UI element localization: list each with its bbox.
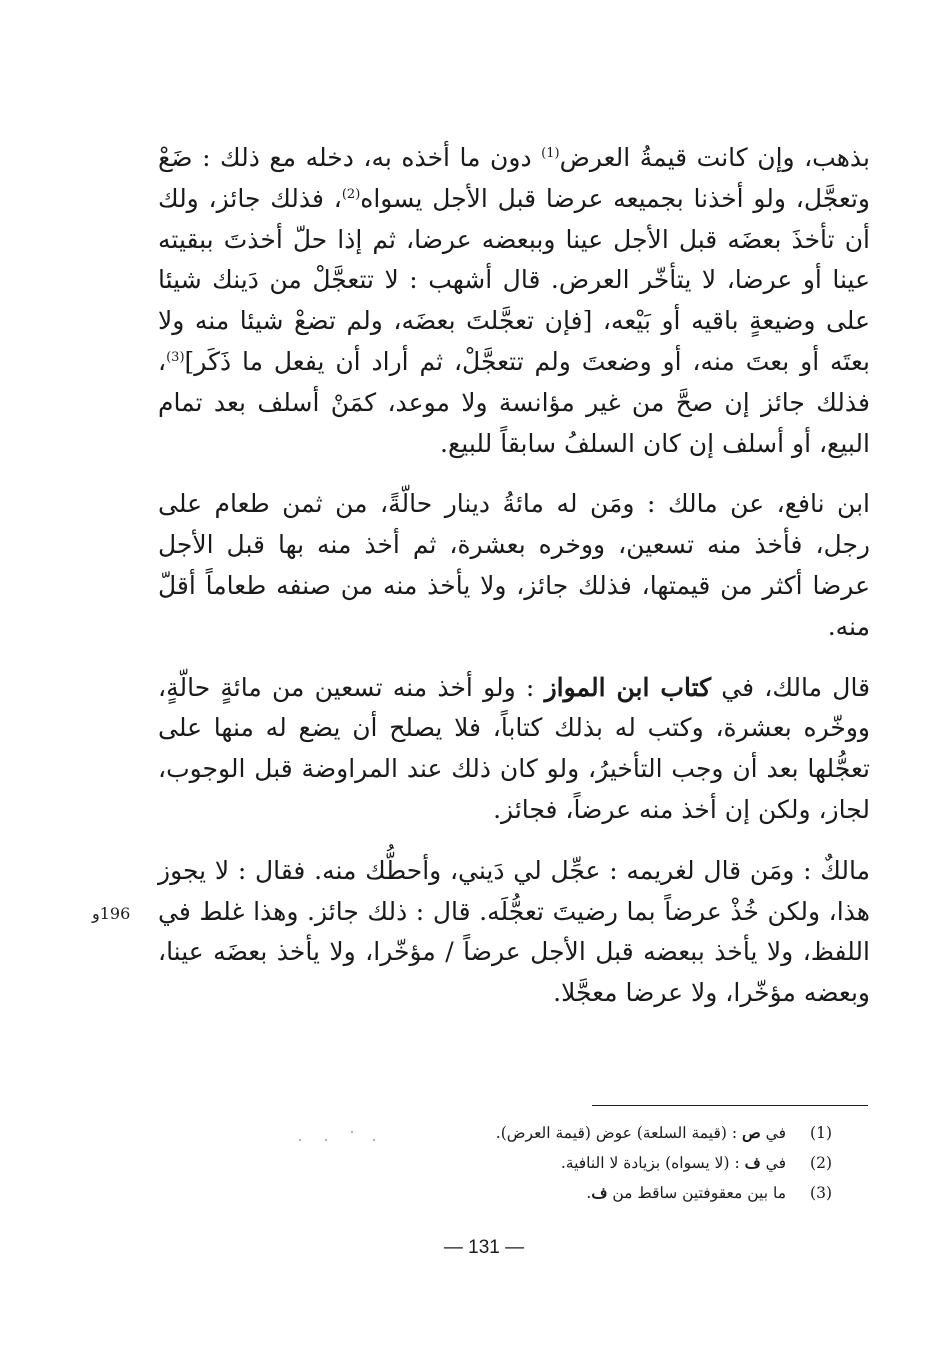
footnote-number: (3) bbox=[810, 1184, 832, 1202]
footnote-text-b: : (قيمة السلعة) عوض (قيمة العرض). bbox=[495, 1124, 742, 1142]
paragraph-1-text-a: بذهب، وإن كانت قيمةُ العرض bbox=[559, 143, 870, 172]
paragraph-1-text-b: دون ما أخذه به، دخله مع ذلك : ضَعْ وتعجَّل، ولو أخذنا بجميعه عرضا قبل الأجل يسواه bbox=[158, 143, 870, 213]
paragraph-4: مالكٌ : ومَن قال لغريمه : عجِّل لي دَيني، وأحطُّك منه. فقال : لا يجوز هذا، ولكن خُذْ عرضاً بما رضيتَ تعجُّلَه. قال : ذلك جائز. وهذا غلط في اللفظ، ولا يأخذ ببعضه قبل الأجل عرضاً / مؤخّرا، ولا يأخذ بعضَه عينا، وبعضه مؤخّرا، ولا عرضا معجَّلا. bbox=[158, 855, 870, 1008]
manuscript-siglum: ف bbox=[591, 1183, 608, 1202]
footnote-ref-3: (3) bbox=[166, 349, 185, 365]
footnote-text-b: . bbox=[586, 1184, 592, 1202]
scan-speck bbox=[373, 1139, 375, 1141]
paragraph-3-text-a: قال مالك، في bbox=[711, 672, 871, 702]
book-title-emphasis: كتاب ابن المواز bbox=[544, 672, 712, 702]
scan-speck bbox=[351, 1131, 353, 1133]
footnote-number: (1) bbox=[810, 1124, 832, 1142]
scan-speck bbox=[299, 1139, 301, 1141]
footnote-ref-1: (1) bbox=[541, 146, 560, 161]
paragraph-1-text-c: ، فذلك جائز، ولك أن تأخذَ بعضَه قبل الأجل عينا وببعضه عرضا، ثم إذا حلّ أخذتَ ببقيته عينا أو عرضا، لا يتأخّر العرض. قال أشهب : لا تتعجَّلْ من دَينك شيئا على وضيعةٍ باقيه أو بَيْعه، [فإن تعجَّلتَ بعضَه، ولم تضعْ شيئا منه ولا بعتَه أو بعتَ منه، أو وضعتَ ولم تتعجَّلْ، ثم أراد أن يفعل ما ذَكَر] bbox=[158, 183, 870, 376]
footnote-number: (2) bbox=[810, 1154, 832, 1172]
footnote-text-a: في bbox=[760, 1124, 786, 1142]
manuscript-siglum: ف bbox=[744, 1153, 761, 1172]
footnote-text-a: في bbox=[760, 1154, 786, 1172]
manuscript-folio-marker: 196و bbox=[92, 904, 131, 923]
paragraph-2: ابن نافع، عن مالك : ومَن له مائةُ دينار حالّةً، من ثمن طعام على رجل، فأخذ منه تسعين، ووخره بعشرة، ثم أخذ منه بها قبل الأجل عرضا أكثر من قيمتها، فذلك جائز، ولا يأخذ منه من صنفه طعاماً أقلّ منه. bbox=[158, 489, 870, 641]
footnote-text-a: ما بين معقوفتين ساقط من bbox=[607, 1184, 786, 1202]
manuscript-siglum: ص bbox=[741, 1123, 761, 1142]
paragraph-1-text-d: ، فذلك جائز إن صحَّ من غير مؤانسة ولا موعد، كمَنْ أسلف بعد تمام البيع، أو أسلف إن كان السلفُ سابقاً للبيع. bbox=[158, 346, 870, 458]
footnote-text-b: : (لا يسواه) بزيادة لا النافية. bbox=[560, 1154, 745, 1172]
scan-speck bbox=[325, 1139, 327, 1141]
paragraph-3-text-b: : ولو أخذ منه تسعين من مائةٍ حالّةٍ، ووخّره بعشرة، وكتب له بذلك كتاباً، فلا يصلح أن يضع له منها على تعجُّلها بعد أن وجب التأخيرُ، ولو كان ذلك عند المراوضة قبل الوجوب، لجاز، ولكن إن أخذ منه عرضاً، فجائز. bbox=[158, 672, 870, 824]
footnote-ref-2: (2) bbox=[341, 186, 361, 202]
page-number: — 131 — bbox=[443, 1237, 525, 1258]
